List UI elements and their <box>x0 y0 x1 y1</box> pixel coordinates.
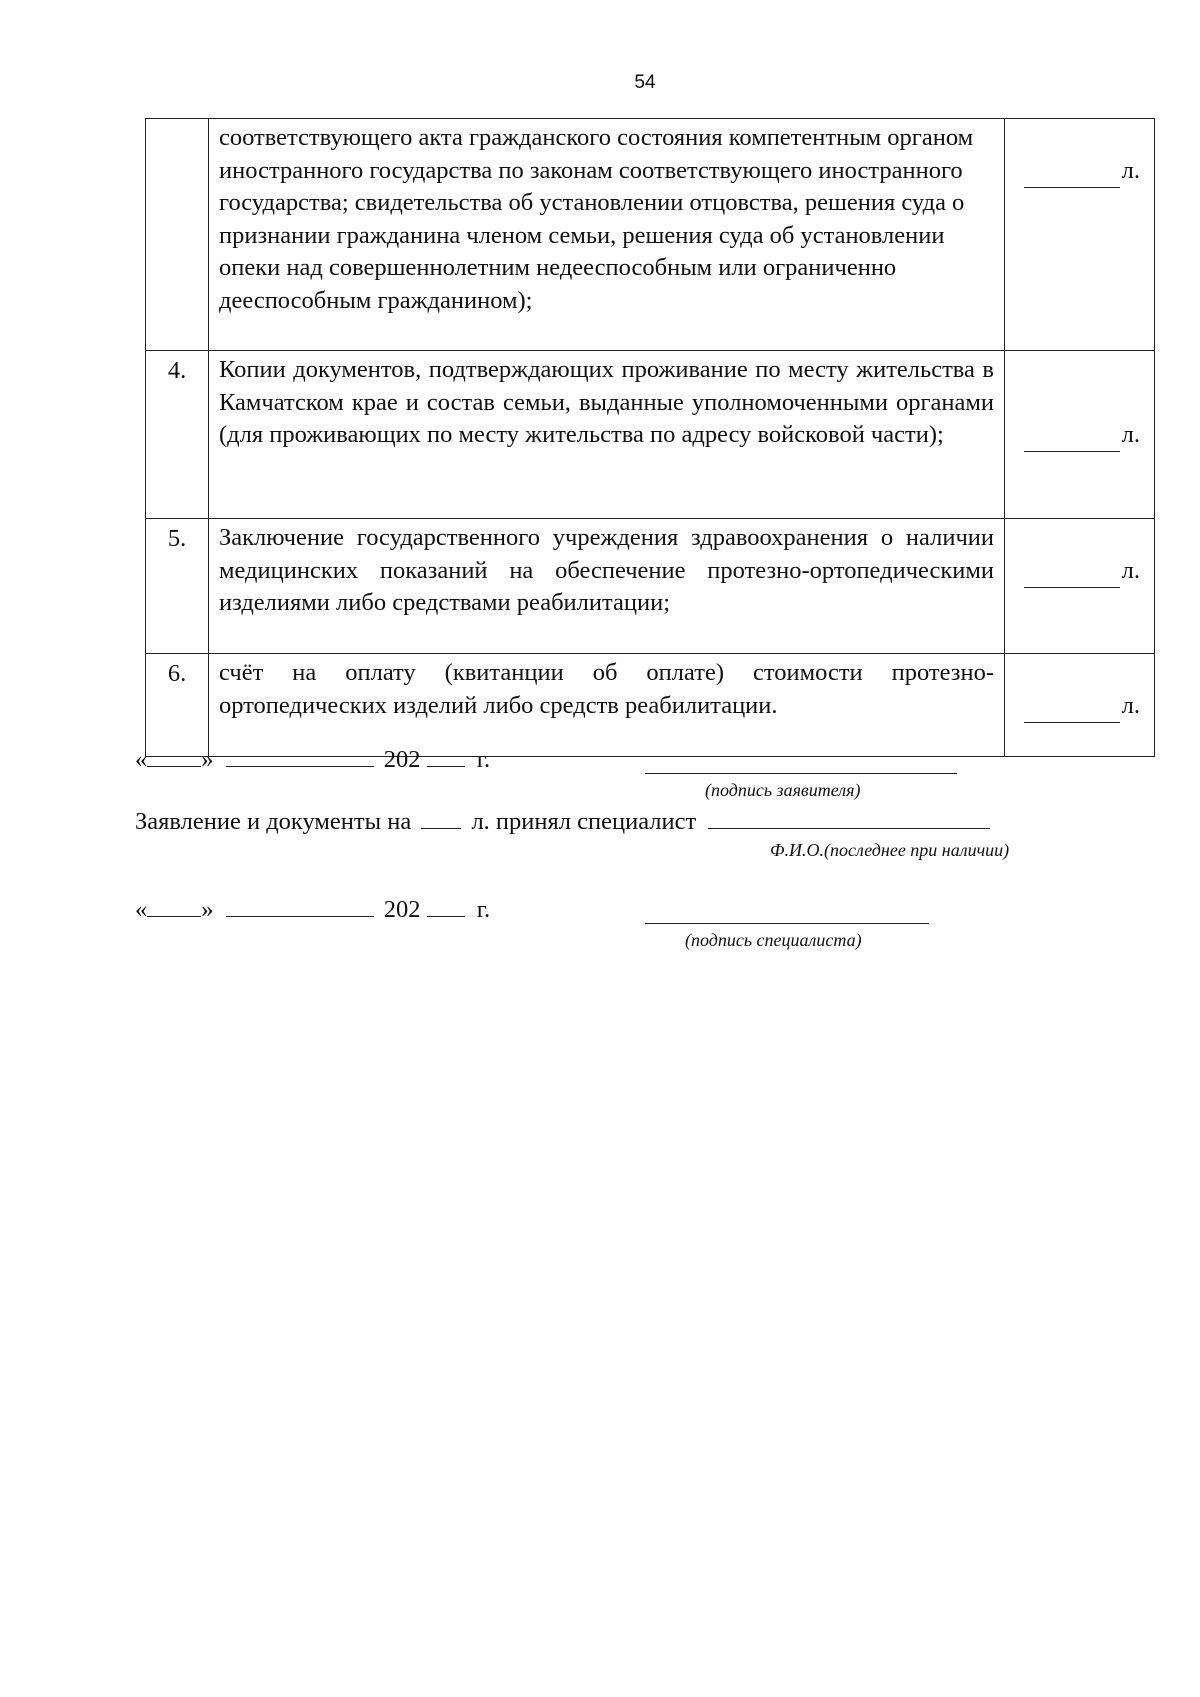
page-number: 54 <box>634 72 656 93</box>
row-description: соответствующего акта гражданского состояния компетентным органом иностранного государства по законам соответствующего иностранного государства; свидетельства об установлении отцовства, решения суда о признании гражданина членом семьи, решения суда об установлении опеки над совершеннолетним недееспособным или ограниченно дееспособным гражданином); <box>209 119 1005 351</box>
applicant-date-line <box>135 744 490 774</box>
open-quote: « <box>135 746 148 773</box>
pages-suffix: л. <box>1121 421 1140 448</box>
table-row <box>146 119 1155 351</box>
pages-suffix: л. <box>1121 157 1140 184</box>
applicant-signature-line[interactable] <box>645 772 957 774</box>
table-row <box>146 654 1155 757</box>
pages-suffix: л. <box>1121 692 1140 719</box>
pages-total-blank[interactable] <box>421 806 461 829</box>
year-suffix: г. <box>476 896 491 923</box>
close-quote: » <box>201 896 214 923</box>
day-blank[interactable] <box>147 744 201 767</box>
specialist-signature-caption: (подпись специалиста) <box>685 930 862 950</box>
applicant-signature-caption: (подпись заявителя) <box>705 780 861 800</box>
row-description: счёт на оплату (квитанции об оплате) стоимости протезно-ортопедических изделий либо средств реабилитации. <box>209 654 1005 757</box>
pages-count-blank[interactable] <box>1024 163 1120 188</box>
documents-table <box>145 118 1155 757</box>
received-line <box>135 806 990 836</box>
month-blank[interactable] <box>226 744 374 767</box>
year-prefix: 202 <box>383 746 421 773</box>
fio-caption: Ф.И.О.(последнее при наличии) <box>770 840 1010 860</box>
received-prefix: Заявление и документы на <box>135 808 412 835</box>
specialist-signature-line[interactable] <box>645 922 929 924</box>
row-description: Заключение государственного учреждения здравоохранения о наличии медицинских показаний на обеспечение протезно-ортопедическими изделиями либо средствами реабилитации; <box>209 519 1005 654</box>
pages-suffix: л. <box>1121 557 1140 584</box>
pages-count-blank[interactable] <box>1024 563 1120 588</box>
row-pages-cell <box>1005 654 1155 757</box>
specialist-name-blank[interactable] <box>708 806 990 829</box>
row-description: Копии документов, подтверждающих проживание по месту жительства в Камчатском крае и состав семьи, выданные уполномоченными органами (для проживающих по месту жительства по адресу войсковой части); <box>209 351 1005 519</box>
close-quote: » <box>201 746 214 773</box>
year-blank[interactable] <box>427 894 465 917</box>
specialist-date-line <box>135 894 490 924</box>
table-row <box>146 351 1155 519</box>
received-middle: л. принял специалист <box>471 808 697 835</box>
row-pages-cell <box>1005 351 1155 519</box>
table-row <box>146 519 1155 654</box>
year-prefix: 202 <box>383 896 421 923</box>
row-number: 5. <box>146 519 209 654</box>
year-blank[interactable] <box>427 744 465 767</box>
row-pages-cell <box>1005 119 1155 351</box>
day-blank[interactable] <box>147 894 201 917</box>
row-number: 4. <box>146 351 209 519</box>
pages-count-blank[interactable] <box>1024 698 1120 723</box>
year-suffix: г. <box>476 746 491 773</box>
row-number: 6. <box>146 654 209 757</box>
pages-count-blank[interactable] <box>1024 427 1120 452</box>
month-blank[interactable] <box>226 894 374 917</box>
row-pages-cell <box>1005 519 1155 654</box>
row-number <box>146 119 209 351</box>
open-quote: « <box>135 896 148 923</box>
